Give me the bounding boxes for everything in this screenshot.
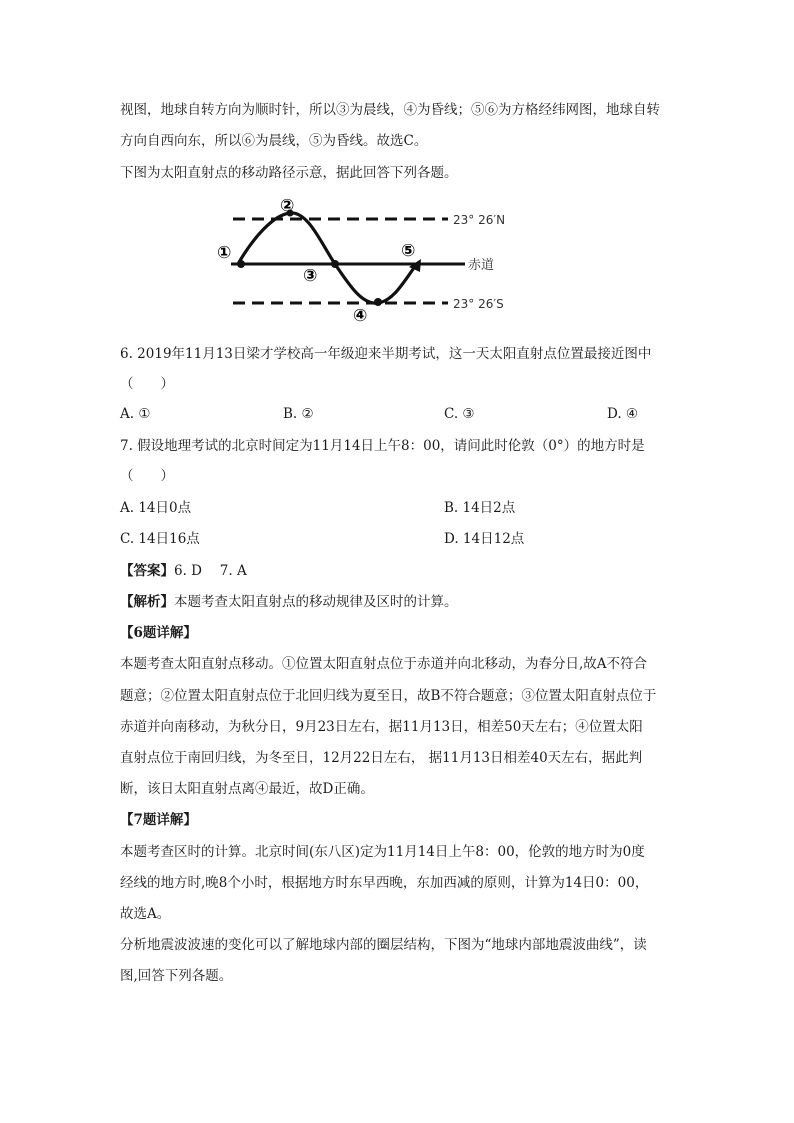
next-intro-line-2: 图,回答下列各题。 [120, 968, 233, 984]
movement-path [238, 213, 416, 303]
detail7-line-2: 经线的地方时,晚8个小时，根据地方时东早西晚，东加西减的原则，计算为14日0：00， [120, 875, 649, 891]
answer-label: 【答案】 [120, 563, 174, 579]
point-4-label: ④ [353, 306, 368, 326]
q7-option-c: C. 14日16点 [120, 531, 200, 547]
point-1-label: ① [217, 243, 232, 263]
detail6-line-5: 断，该日太阳直射点离④最近，故D正确。 [120, 781, 374, 797]
detail6-heading: 【6题详解】 [120, 625, 197, 641]
intro-line-1: 视图，地球自转方向为顺时针，所以③为晨线，④为昏线；⑤⑥为方格经纬网图，地球自转 [120, 102, 660, 118]
detail6-line-1: 本题考查太阳直射点移动。①位置太阳直射点位于赤道并向北移动，为春分日,故A不符合 [120, 656, 648, 672]
q6-option-c: C. ③ [444, 406, 475, 422]
q7-option-b: B. 14日2点 [444, 500, 516, 516]
q6-option-b: B. ② [283, 406, 314, 422]
detail6-line-2: 题意；②位置太阳直射点位于北回归线为夏至日，故B不符合题意；③位置太阳直射点位于 [120, 688, 657, 704]
point-3-label: ③ [303, 266, 318, 286]
answer-line [120, 561, 247, 581]
q6-option-d: D. ④ [607, 406, 639, 422]
point-5-label: ⑤ [401, 241, 416, 261]
equator-label: 赤道 [468, 258, 495, 273]
detail7-line-1: 本题考查区时的计算。北京时间(东八区)定为11月14日上午8：00，伦敦的地方时为0度 [120, 844, 645, 860]
q6-option-a: A. ① [120, 406, 151, 422]
point-2-label: ② [280, 196, 295, 216]
q6-stem-line-1: 6. 2019年11月13日梁才学校高一年级迎来半期考试，这一天太阳直射点位置最接近图中 [120, 346, 652, 362]
detail7-heading: 【7题详解】 [120, 812, 197, 828]
analysis-line [120, 592, 458, 612]
detail6-line-3: 赤道并向南移动，为秋分日，9月23日左右，据11月13日，相差50天左右；④位置太阳 [120, 719, 643, 735]
q7-option-d: D. 14日12点 [444, 531, 525, 547]
intro-line-2: 方向自西向东，所以⑥为晨线，⑤为昏线。故选C。 [120, 133, 428, 149]
tropic-south-label: 23° 26′S [453, 297, 504, 311]
intro-line-3: 下图为太阳直射点的移动路径示意，据此回答下列各题。 [120, 165, 458, 181]
subsolar-path-diagram [213, 193, 543, 328]
q7-stem-line-2: （ ） [120, 468, 174, 484]
detail7-line-3: 故选A。 [120, 906, 171, 922]
tropic-north-label: 23° 26′N [453, 213, 506, 227]
next-intro-line-1: 分析地震波波速的变化可以了解地球内部的圈层结构，下图为“地球内部地震波曲线”，读 [120, 937, 647, 953]
detail6-line-4: 直射点位于南回归线，为冬至日，12月22日左右， 据11月13日相差40天左右，据此判 [120, 750, 643, 766]
q7-stem-line-1: 7. 假设地理考试的北京时间定为11月14日上午8：00，请问此时伦敦（0°）的地方时是 [120, 438, 645, 454]
q6-stem-line-2: （ ） [120, 376, 174, 392]
answer-text: 6. D 7. A [174, 563, 247, 579]
analysis-label: 【解析】 [120, 594, 174, 610]
q7-option-a: A. 14日0点 [120, 500, 192, 516]
analysis-text: 本题考查太阳直射点的移动规律及区时的计算。 [174, 594, 458, 610]
